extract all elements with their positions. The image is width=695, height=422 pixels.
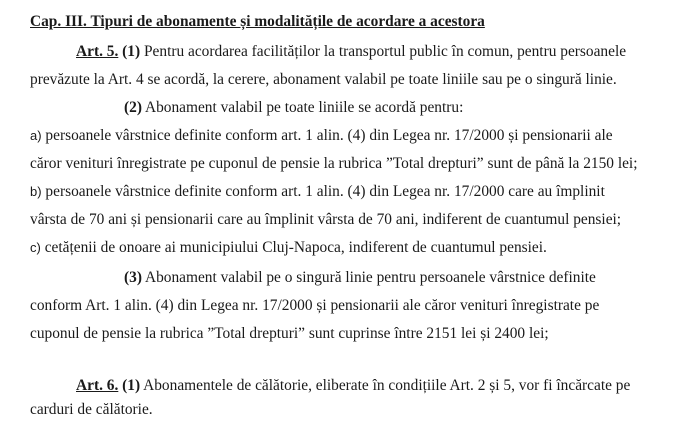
item-b-text: persoanele vârstnice definite conform art. 1 alin. (4) din Legea nr. 17/2000 care au împlinit (45, 183, 605, 200)
art5-p3-line2: conform Art. 1 alin. (4) din Legea nr. 17/2000 și pensionarii ale căror venituri înregistrate pe (30, 297, 600, 314)
item-c-label: c) (30, 240, 41, 255)
item-c-text: cetățenii de onoare ai municipiului Cluj-Napoca, indiferent de cuantumul pensiei. (44, 239, 547, 256)
art5-label: Art. 5. (76, 43, 119, 60)
art6-paragraph1 (76, 376, 630, 396)
art6-label: Art. 6. (76, 377, 119, 394)
art5-paragraph1 (76, 42, 626, 62)
item-a-label: a) (30, 128, 42, 143)
item-a-text: persoanele vârstnice definite conform art. 1 alin. (4) din Legea nr. 17/2000 și pensionarii ale (45, 127, 613, 144)
list-item-a (30, 126, 613, 146)
art5-p2-number: (2) (124, 99, 142, 116)
list-item-c (30, 238, 547, 258)
art6-p1-text: Abonamentele de călătorie, eliberate în condițiile Art. 2 și 5, vor fi încărcate pe (143, 377, 631, 394)
item-b-label: b) (30, 184, 42, 199)
art5-p3-line3: cuponul de pensie la rubrica ”Total drepturi” sunt cuprinse între 2151 lei și 2400 lei; (30, 325, 549, 342)
art5-paragraph2 (124, 98, 463, 118)
item-a-line2: căror venituri înregistrate pe cuponul de pensie la rubrica ”Total drepturi” sunt de până la 2150 lei; (30, 155, 638, 172)
art6-p1-line2: carduri de călătorie. (30, 401, 153, 418)
art5-p3-text: Abonament valabil pe o singură linie pentru persoanele vârstnice definite (144, 269, 596, 286)
chapter-title: Cap. III. Tipuri de abonamente și modalitățile de acordare a acestora (30, 13, 485, 30)
art5-p1-number: (1) (122, 43, 141, 60)
item-b-line2: vârsta de 70 ani și pensionarii care au împlinit vârsta de 70 ani, indiferent de cuantumul pensiei; (30, 211, 622, 228)
art6-p1-number: (1) (122, 377, 141, 394)
art5-p1-line2: prevăzute la Art. 4 se acordă, la cerere, abonament valabil pe toate liniile sau pe o singură linie. (30, 71, 617, 88)
list-item-b (30, 182, 605, 202)
art5-paragraph3 (124, 268, 596, 288)
art5-p1-text: Pentru acordarea facilităților la transportul public în comun, pentru persoanele (143, 43, 627, 60)
art5-p3-number: (3) (124, 269, 142, 286)
art5-p2-text: Abonament valabil pe toate liniile se acordă pentru: (144, 99, 464, 116)
